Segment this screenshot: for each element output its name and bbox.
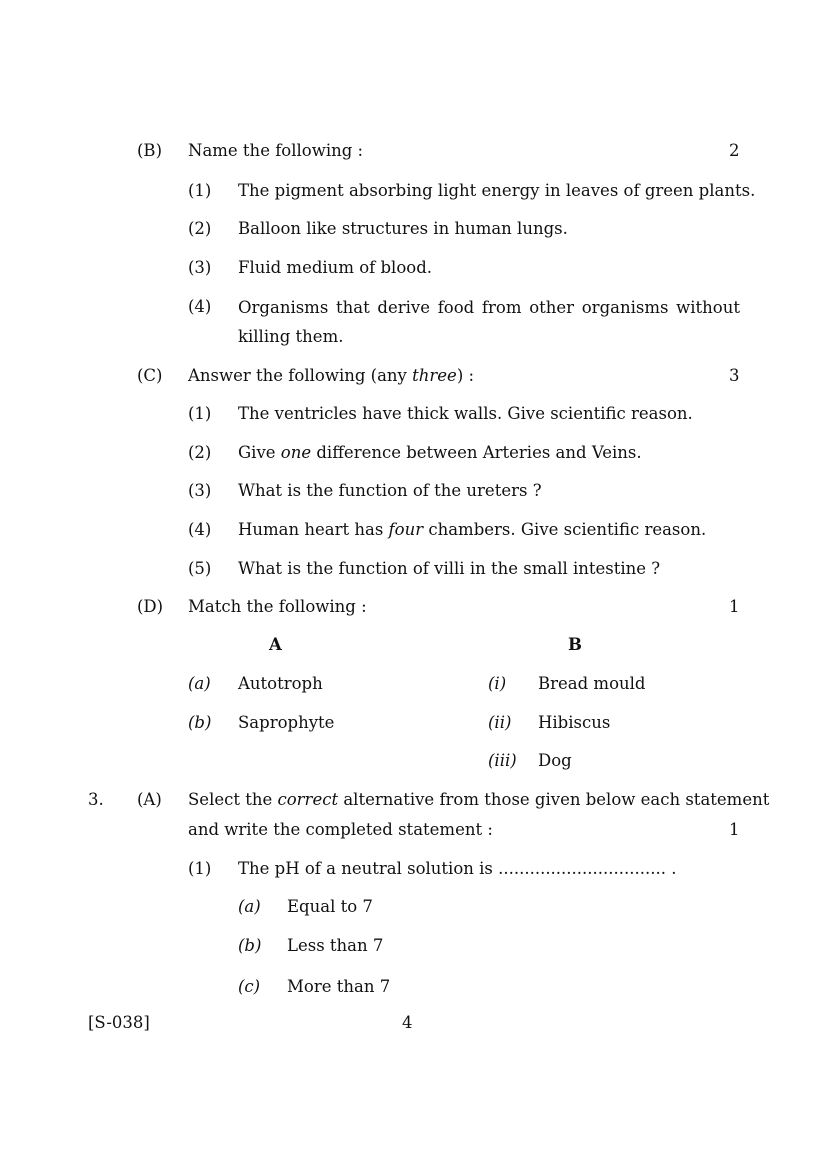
section-b-heading: Name the following : (188, 141, 364, 160)
q3-sub-1-num: (1) (188, 859, 212, 878)
b-item-4-num: (4) (188, 297, 212, 316)
b-item-3-text: Fluid medium of blood. (238, 258, 433, 277)
match-b-3-num: (iii) (488, 751, 517, 770)
b-item-4-text: Organisms that derive food from other organisms without killing them. (238, 298, 740, 346)
section-d-marks: 1 (729, 597, 740, 616)
question-3a-line-1: Select the correct alternative from those given below each statement (188, 790, 770, 809)
q3-option-b-text: Less than 7 (287, 936, 384, 955)
b-item-2-num: (2) (188, 219, 212, 238)
q3-option-a-num: (a) (238, 897, 261, 916)
match-a-2-text: Saprophyte (238, 713, 335, 732)
section-c-label: (C) (137, 366, 163, 385)
section-d-label: (D) (137, 597, 164, 616)
c-item-1-num: (1) (188, 404, 212, 423)
match-column-b-header: B (568, 635, 582, 654)
match-a-2-num: (b) (188, 713, 212, 732)
q3-option-b-num: (b) (238, 936, 262, 955)
section-d-heading: Match the following : (188, 597, 367, 616)
q3-sub-1-text: The pH of a neutral solution is ................................ . (238, 859, 677, 878)
section-b-marks: 2 (729, 141, 740, 160)
section-c-marks: 3 (729, 366, 740, 385)
q3-option-c-num: (c) (238, 977, 261, 996)
b-item-1-num: (1) (188, 181, 212, 200)
footer-paper-code: [S-038] (88, 1013, 150, 1032)
section-c-heading: Answer the following (any three) : (188, 366, 475, 385)
question-3-number: 3. (88, 790, 104, 809)
question-3a-label: (A) (137, 790, 162, 809)
b-item-2-text: Balloon like structures in human lungs. (238, 219, 568, 238)
match-column-a-header: A (269, 635, 282, 654)
c-item-3-num: (3) (188, 481, 212, 500)
match-a-1-num: (a) (188, 674, 211, 693)
match-b-1-num: (i) (488, 674, 507, 693)
c-item-4-num: (4) (188, 520, 212, 539)
b-item-1-text: The pigment absorbing light energy in leaves of green plants. (238, 181, 756, 200)
c-item-3-text: What is the function of the ureters ? (238, 481, 542, 500)
b-item-3-num: (3) (188, 258, 212, 277)
c-item-4-text: Human heart has four chambers. Give scientific reason. (238, 520, 707, 539)
match-b-2-num: (ii) (488, 713, 512, 732)
match-a-1-text: Autotroph (238, 674, 323, 693)
match-b-2-text: Hibiscus (538, 713, 611, 732)
match-b-1-text: Bread mould (538, 674, 646, 693)
c-item-1-text: The ventricles have thick walls. Give scientific reason. (238, 404, 693, 423)
question-3a-marks: 1 (729, 820, 740, 839)
c-item-5-num: (5) (188, 559, 212, 578)
c-item-2-text: Give one difference between Arteries and Veins. (238, 443, 642, 462)
q3-option-a-text: Equal to 7 (287, 897, 373, 916)
match-b-3-text: Dog (538, 751, 572, 770)
c-item-5-text: What is the function of villi in the small intestine ? (238, 559, 661, 578)
q3-option-c-text: More than 7 (287, 977, 391, 996)
question-3a-line-2: and write the completed statement : (188, 820, 493, 839)
c-item-2-num: (2) (188, 443, 212, 462)
section-b-label: (B) (137, 141, 162, 160)
footer-page-number: 4 (402, 1013, 413, 1032)
